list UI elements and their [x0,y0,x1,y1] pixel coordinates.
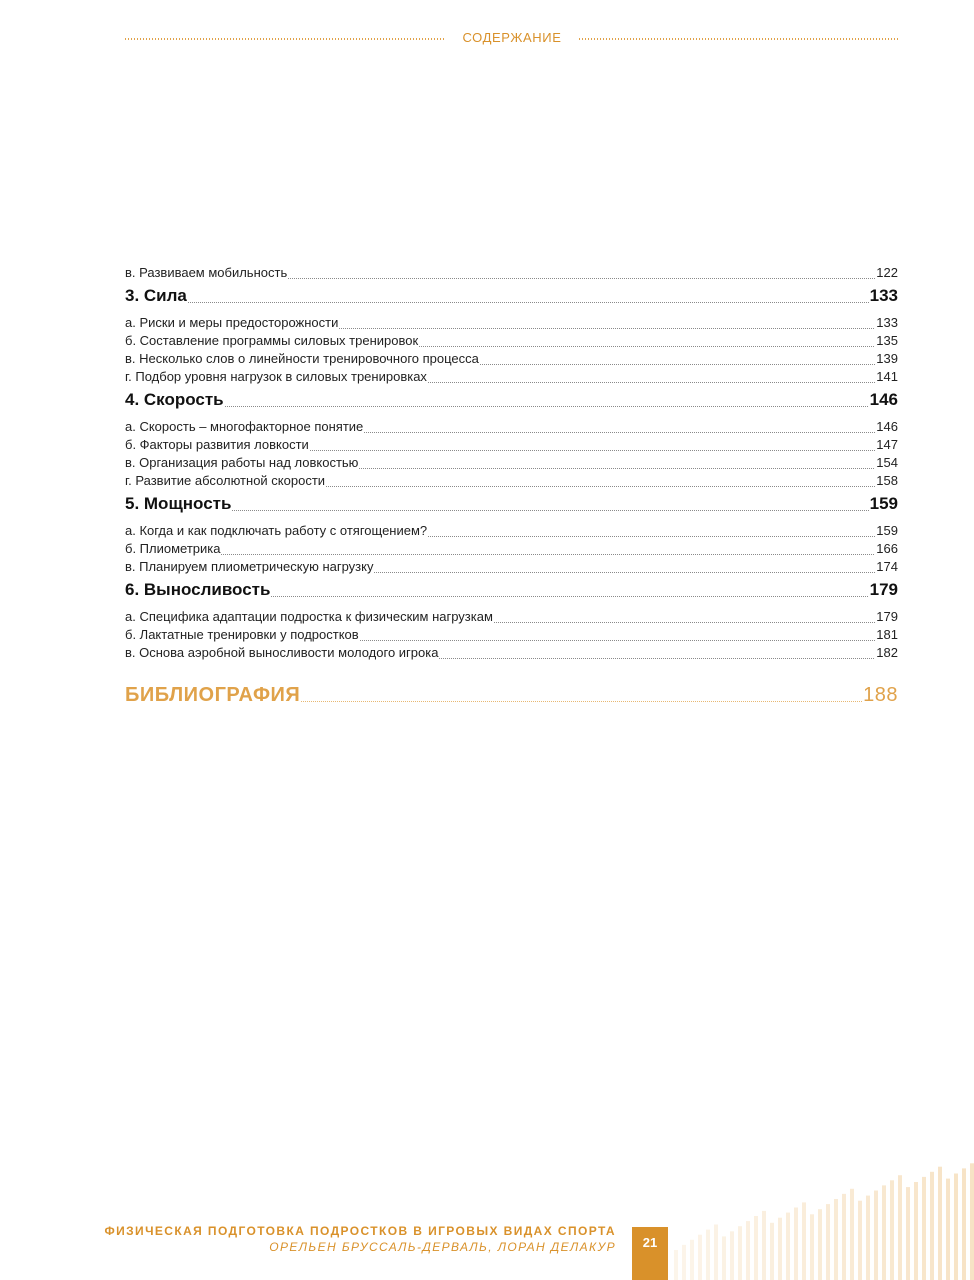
toc-entry-title: 4. Скорость [125,390,224,409]
toc-page-number: 166 [876,541,898,556]
decorative-bar [746,1221,750,1280]
header-dotted-rule-left [125,38,445,40]
toc-page-number: 174 [876,559,898,574]
decorative-bar [682,1245,686,1280]
toc-entry[interactable] [125,558,898,576]
toc-page-number: 135 [876,333,898,348]
toc-page-number: 146 [876,419,898,434]
decorative-bar [762,1211,766,1280]
decorative-bar [690,1240,694,1280]
decorative-bar [714,1225,718,1280]
decorative-bar [906,1187,910,1280]
decorative-bar [850,1189,854,1280]
decorative-bar [834,1199,838,1280]
toc-page-number: 154 [876,455,898,470]
toc-entry-title: а. Риски и меры предосторожности [125,315,339,330]
page-header [125,30,898,48]
decorative-bar [866,1196,870,1280]
toc-entry[interactable] [125,522,898,540]
dot-leader [419,346,875,347]
decorative-bar [890,1180,894,1280]
decorative-bar [874,1191,878,1280]
dot-leader [360,640,876,641]
toc-page-number: 179 [869,580,898,599]
decorative-bar [706,1230,710,1280]
dot-leader [339,328,875,329]
toc-chapter[interactable] [125,387,898,413]
decorative-bar [794,1208,798,1280]
toc-entry-title: а. Когда и как подключать работу с отягощением? [125,523,428,538]
toc-entry-title: БИБЛИОГРАФИЯ [125,684,301,706]
decorative-bar [826,1204,830,1280]
dot-leader [221,554,875,555]
decorative-bar [786,1213,790,1280]
toc-entry-title: 6. Выносливость [125,580,271,599]
toc-entry[interactable] [125,368,898,386]
dot-leader [326,486,875,487]
toc-page-number: 188 [863,684,898,706]
toc-chapter[interactable] [125,491,898,517]
toc-entry[interactable] [125,418,898,436]
toc-page-number: 147 [876,437,898,452]
decorative-bar [818,1209,822,1280]
toc-entry-title: 5. Мощность [125,494,232,513]
decorative-bar [970,1163,974,1280]
dot-leader [225,406,869,407]
decorative-bar [698,1235,702,1280]
decorative-bar [858,1201,862,1280]
toc-page-number: 159 [876,523,898,538]
decorative-bar [754,1216,758,1280]
table-of-contents [125,264,898,710]
decorative-bar [898,1175,902,1280]
dot-leader [374,572,875,573]
dot-leader [288,278,875,279]
decorative-bar [842,1194,846,1280]
decorative-bar [738,1226,742,1280]
decorative-bar [914,1182,918,1280]
decorative-bar-pattern [672,1160,974,1280]
footer-authors: ОРЕЛЬЕН БРУССАЛЬ-ДЕРВАЛЬ, ЛОРАН ДЕЛАКУР [269,1240,616,1254]
toc-entry-title: в. Основа аэробной выносливости молодого игрока [125,645,439,660]
toc-page-number: 133 [876,315,898,330]
decorative-bar [802,1202,806,1280]
toc-entry[interactable] [125,332,898,350]
decorative-bar [810,1214,814,1280]
toc-entry-title: 3. Сила [125,286,187,305]
toc-entry-title: в. Развиваем мобильность [125,265,288,280]
dot-leader [480,364,875,365]
dot-leader [428,382,875,383]
decorative-bar [778,1218,782,1280]
header-dotted-rule-right [579,38,898,40]
toc-entry-title: г. Развитие абсолютной скорости [125,473,326,488]
toc-entry-title: г. Подбор уровня нагрузок в силовых тренировках [125,369,427,384]
footer-book-title: ФИЗИЧЕСКАЯ ПОДГОТОВКА ПОДРОСТКОВ В ИГРОВЫХ ВИДАХ СПОРТА [104,1224,616,1238]
dot-leader [310,450,876,451]
toc-entry[interactable] [125,472,898,490]
decorative-bar [922,1177,926,1280]
toc-chapter[interactable] [125,283,898,309]
decorative-bar [882,1185,886,1280]
toc-entry-title: а. Специфика адаптации подростка к физическим нагрузкам [125,609,493,624]
toc-entry[interactable] [125,644,898,662]
toc-entry-title: б. Составление программы силовых тренировок [125,333,419,348]
toc-page-number: 179 [876,609,898,624]
toc-page-number: 158 [876,473,898,488]
dot-leader [428,536,875,537]
dot-leader [364,432,875,433]
decorative-bar [770,1223,774,1280]
decorative-bar [946,1179,950,1280]
dot-leader [301,701,862,702]
toc-entry[interactable] [125,264,898,282]
decorative-bar [930,1172,934,1280]
toc-entry-title: в. Несколько слов о линейности тренировочного процесса [125,351,479,366]
dot-leader [232,510,868,511]
toc-entry-title: б. Плиометрика [125,541,221,556]
header-title: СОДЕРЖАНИЕ [462,30,562,45]
dot-leader [188,302,869,303]
toc-entry[interactable] [125,626,898,644]
decorative-bar [962,1168,966,1280]
decorative-bar [938,1167,942,1280]
toc-entry[interactable] [125,454,898,472]
toc-page-number: 159 [869,494,898,513]
toc-entry-title: б. Лактатные тренировки у подростков [125,627,359,642]
toc-page-number: 133 [869,286,898,305]
toc-page-number: 141 [876,369,898,384]
toc-entry-title: а. Скорость – многофакторное понятие [125,419,364,434]
toc-page-number: 122 [876,265,898,280]
toc-page-number: 146 [869,390,898,409]
toc-chapter[interactable] [125,577,898,603]
toc-bibliography[interactable] [125,680,898,710]
dot-leader [271,596,868,597]
toc-entry[interactable] [125,436,898,454]
toc-entry[interactable] [125,350,898,368]
toc-page-number: 182 [876,645,898,660]
page-number: 21 [632,1227,668,1280]
dot-leader [439,658,875,659]
toc-entry[interactable] [125,608,898,626]
toc-entry-title: в. Планируем плиометрическую нагрузку [125,559,374,574]
dot-leader [494,622,875,623]
dot-leader [359,468,875,469]
toc-page-number: 181 [876,627,898,642]
decorative-bar [730,1231,734,1280]
toc-entry-title: в. Организация работы над ловкостью [125,455,359,470]
toc-entry-title: б. Факторы развития ловкости [125,437,309,452]
decorative-bar [954,1174,958,1280]
toc-entry[interactable] [125,314,898,332]
toc-entry[interactable] [125,540,898,558]
toc-page-number: 139 [876,351,898,366]
decorative-bar [674,1250,678,1280]
decorative-bar [722,1236,726,1280]
